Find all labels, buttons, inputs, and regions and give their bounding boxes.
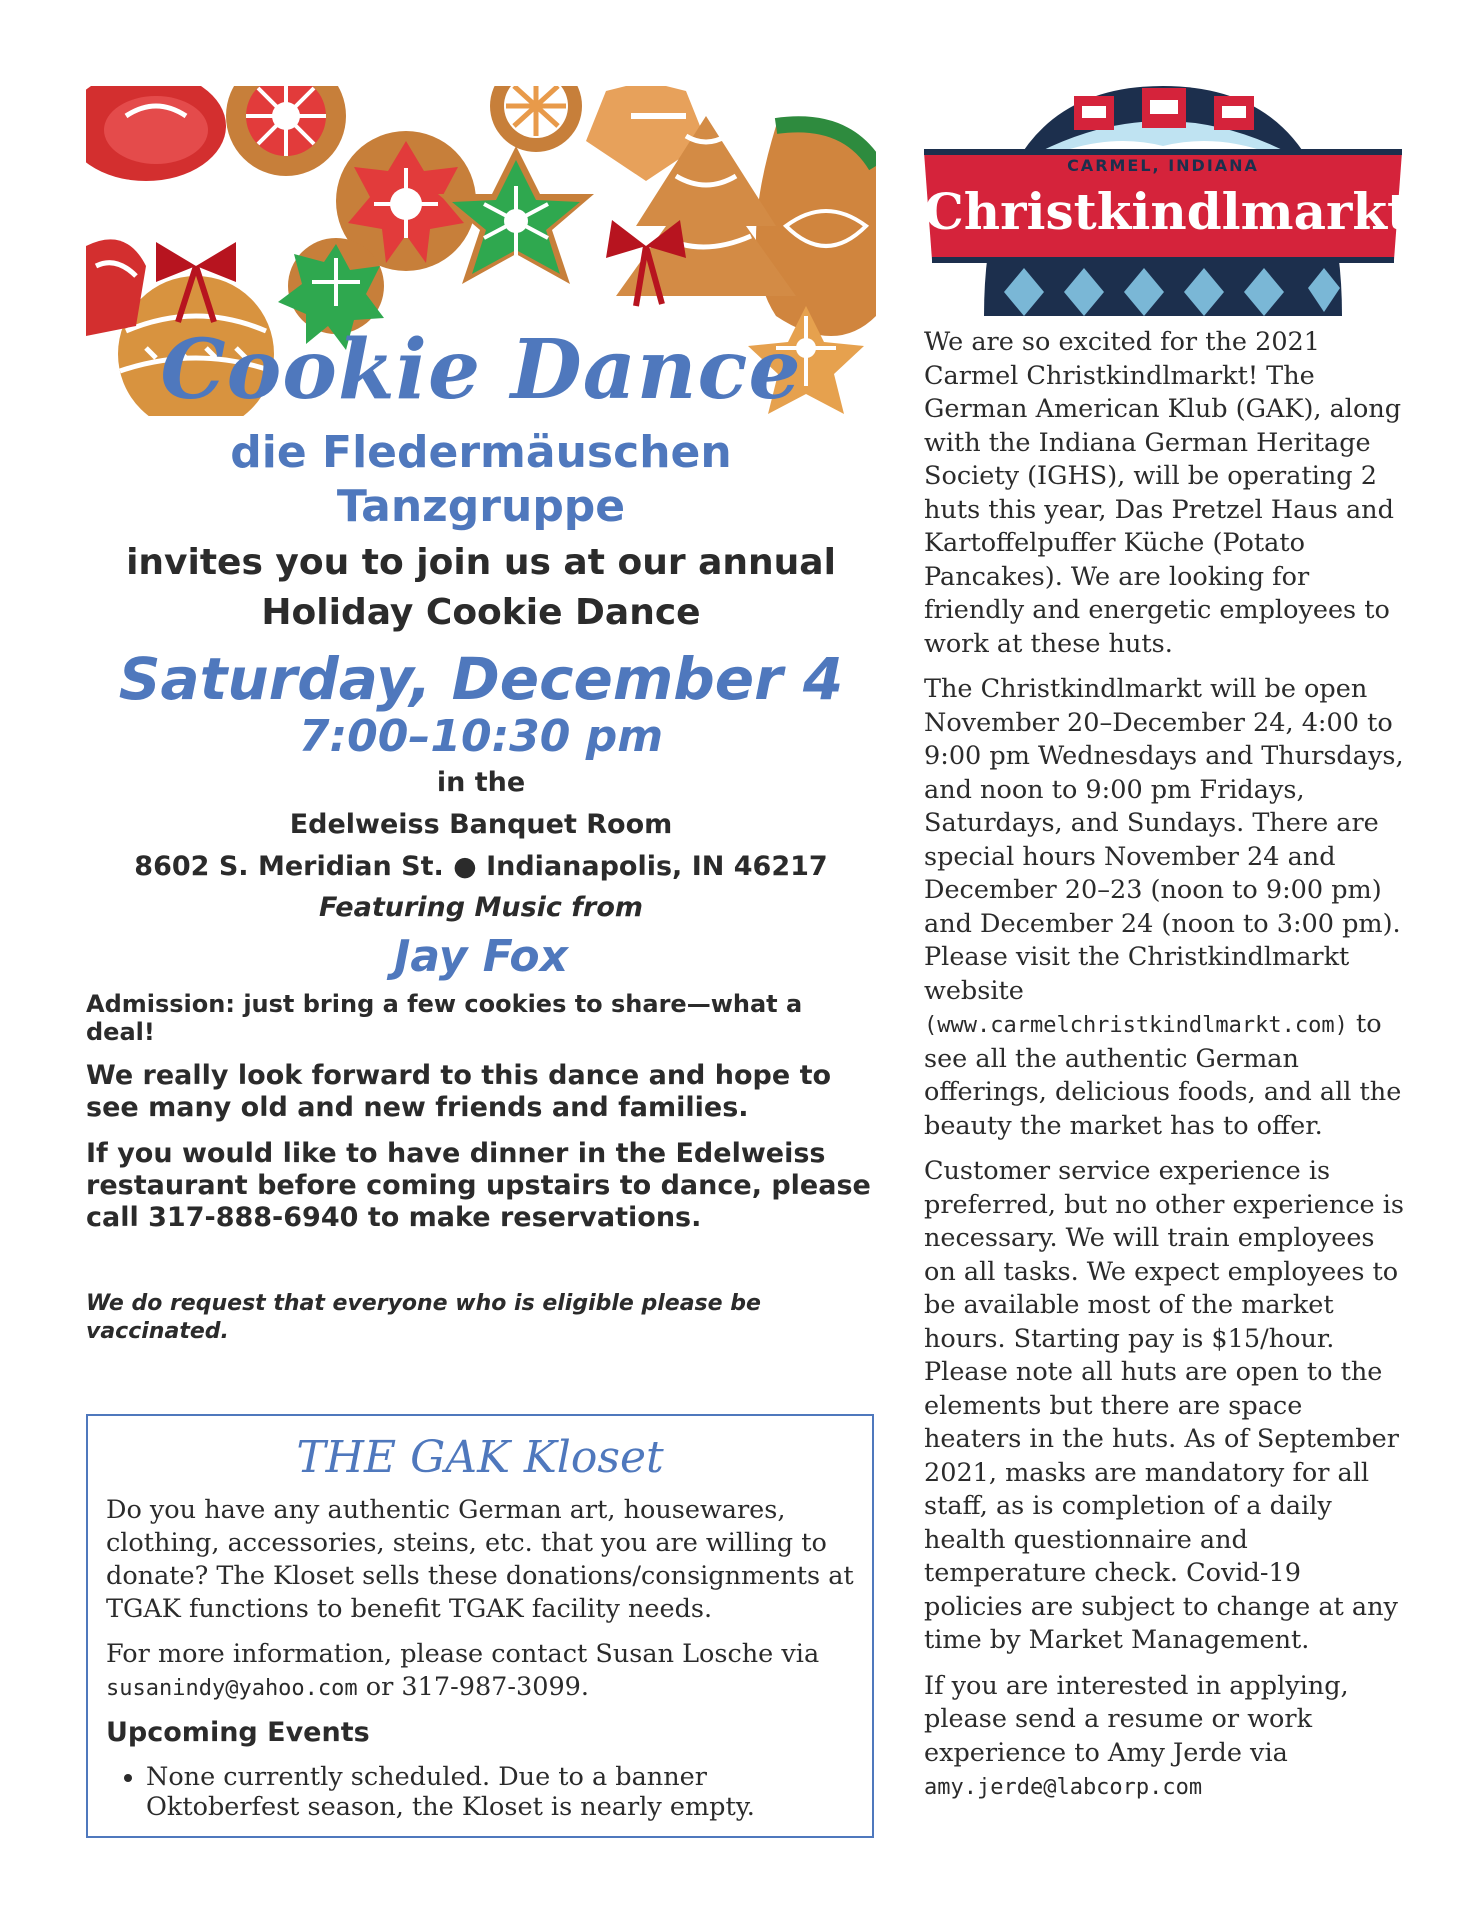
market-paragraph-4: [924, 1670, 1404, 1805]
cookie-dance-flyer: [86, 86, 876, 1346]
in-the-label: in the: [436, 767, 526, 798]
group-line-1: die Fledermäuschen: [230, 427, 732, 478]
upcoming-events-heading: Upcoming Events: [106, 1717, 370, 1748]
kloset-paragraph-2: [106, 1638, 854, 1705]
christkindlmarkt-logo: [924, 86, 1411, 316]
upcoming-events-list: [106, 1762, 854, 1822]
invitation: [86, 538, 876, 638]
gak-kloset-box: [86, 1414, 874, 1838]
kloset-phone-text: or 317-987-3099.: [365, 1672, 590, 1702]
market-offerings-text: to see all the authentic German offerings, delicious foods, and all the beauty the market has to offer.: [924, 1009, 1402, 1141]
banner-title: Cookie Dance: [160, 322, 802, 416]
invite-line-2: Holiday Cookie Dance: [261, 592, 701, 633]
kloset-title: THE GAK Kloset: [296, 1432, 664, 1483]
logo-location: CARMEL, INDIANA: [1067, 156, 1259, 175]
cookie-banner-image: [86, 86, 876, 416]
event-time: 7:00–10:30 pm: [298, 711, 664, 762]
market-paragraph-2: [924, 673, 1404, 1143]
market-paragraph-1: We are so excited for the 2021 Carmel Christkindlmarkt! The German American Klub (GAK), along with the Indiana German Heritage Society (IGHS), will be operating 2 huts this year, Das Pretzel Haus and Kartoffelpuffer Küche (Potato Pancakes). We are looking for friendly and energetic employees to work at these huts.: [924, 327, 1402, 659]
invite-line-1: invites you to join us at our annual: [126, 542, 836, 583]
featuring-label: Featuring Music from: [318, 892, 644, 923]
event-date: Saturday, December 4: [118, 645, 844, 713]
venue-name: Edelweiss Banquet Room: [289, 809, 673, 840]
market-website-link[interactable]: (www.carmelchristkindlmarkt.com): [924, 1013, 1348, 1038]
kloset-email[interactable]: susanindy@yahoo.com: [106, 1676, 358, 1701]
apply-text: If you are interested in applying, please send a resume or work experience to Amy Jerde via: [924, 1670, 1349, 1768]
list-item: • None currently scheduled. Due to a banner Oktoberfest season, the Kloset is nearly empty.: [146, 1762, 854, 1822]
logo-name: Christkindlmarkt: [924, 182, 1411, 241]
market-paragraph-3: Customer service experience is preferred, but no other experience is necessary. We will train employees on all tasks. We expect employees to be available most of the market hours. Starting pay is $15/hour. Please note all huts are open to the elements but there are space heaters in the huts. As of September 2021, masks are mandatory for all staff, as is completion of a daily health questionnaire and temperature check. Covid-19 policies are subject to change at any time by Market Management.: [924, 1156, 1404, 1655]
band-name: Jay Fox: [394, 931, 568, 982]
venue-address: 8602 S. Meridian St. ● Indianapolis, IN 46217: [134, 851, 828, 882]
kloset-paragraph-1: Do you have any authentic German art, housewares, clothing, accessories, steins, etc. that you are willing to donate? The Kloset sells these donations/consignments at TGAK functions to benefit TGAK facility needs.: [106, 1495, 854, 1624]
admission-text: Admission: just bring a few cookies to share—what a deal!: [86, 990, 803, 1046]
kloset-contact-text: For more information, please contact Susan Losche via: [106, 1639, 820, 1669]
dinner-text: If you would like to have dinner in the Edelweiss restaurant before coming upstairs to dance, please call 317-888-6940 to make reservations.: [86, 1138, 871, 1233]
christkindlmarkt-column: [924, 86, 1411, 1817]
look-forward-text: We really look forward to this dance and hope to see many old and new friends and families.: [86, 1060, 832, 1123]
vaccination-note: We do request that everyone who is eligible please be vaccinated.: [86, 1291, 761, 1344]
group-line-2: Tanzgruppe: [336, 481, 626, 532]
market-hours-text: The Christkindlmarkt will be open November 20–December 24, 4:00 to 9:00 pm Wednesdays and Thursdays, and noon to 9:00 pm Fridays, Saturdays, and Sundays. There are special hours November 24 and December 20–23 (noon to 9:00 pm) and December 24 (noon to 3:00 pm). Please visit the Christkindlmarkt website: [924, 674, 1404, 1006]
apply-email[interactable]: amy.jerde@labcorp.com: [924, 1775, 1203, 1800]
dance-group-name: [86, 426, 876, 534]
